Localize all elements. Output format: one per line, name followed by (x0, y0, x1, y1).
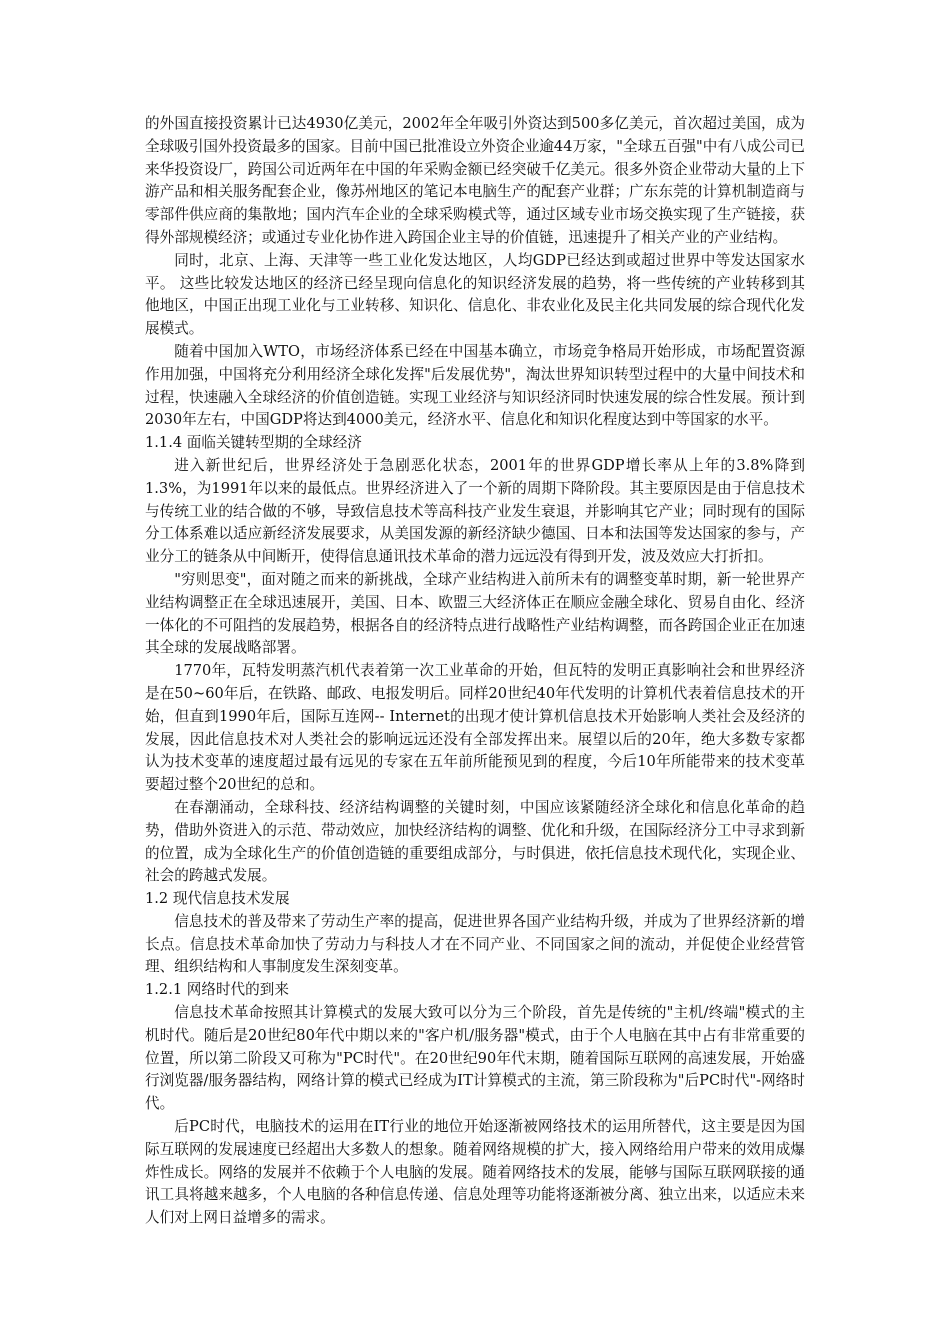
paragraph-post-pc-era: 后PC时代，电脑技术的运用在IT行业的地位开始逐渐被网络技术的运用所替代，这主要是因为国际互联网的发展速度已经超出大多数人的想象。随着网络规模的扩大，接入网络给用户带来的效用成爆炸性成长。网络的发展并不依赖于个人电脑的发展。随着网络技术的发展，能够与国际互联网联接的通讯工具将越来越多，个人电脑的各种信息传递、信息处理等功能将逐渐被分离、独立出来，以适应未来人们对上网日益增多的需求。 (145, 1118, 805, 1227)
paragraph-wto-entry: 随着中国加入WTO，市场经济体系已经在中国基本确立，市场竞争格局开始形成，市场配置资源作用加强，中国将充分利用经济全球化发挥"后发展优势"，淘汰世界知识转型过程中的大量中间技术和过程，快速融入全球经济的价值创造链。实现工业经济与知识经济同时快速发展的综合性发展。预计到2030年左右，中国GDP将达到4000美元，经济水平、信息化和知识化程度达到中等国家的水平。 (145, 342, 805, 429)
paragraph-global-economy-decline: 进入新世纪后，世界经济处于急剧恶化状态，2001年的世界GDP增长率从上年的3.8%降到1.3%，为1991年以来的最低点。世界经济进入了一个新的周期下降阶段。其主要原因是由于信息技术与传统工业的结合做的不够，导致信息技术等高科技产业发生衰退，并影响其它产业；同时现有的国际分工体系难以适应新经济发展要求，从美国发源的新经济缺少德国、日本和法国等发达国家的参与，产业分工的链条从中间断开，使得信息通讯技术革命的潜力远远没有得到开发，波及效应大打折扣。 (145, 456, 805, 566)
paragraph-steam-engine-history: 1770年，瓦特发明蒸汽机代表着第一次工业革命的开始，但瓦特的发明正真影响社会和世界经济是在50~60年后，在铁路、邮政、电报发明后。同样20世纪40年代发明的计算机代表着信息技术的开始，但直到1990年后，国际互连网-- Internet的出现才使计算机信息技术开始影响人类社会及经济的发展，因此信息技术对人类社会的影响远远还没有全部发挥出来。展望以后的20年，绝大多数专家都认为技术变革的速度超过最有远见的专家在五年前所能预见到的程度，今后10年所能带来的技术变革要超过整个20世纪的总和。 (145, 662, 805, 794)
paragraph-industrial-restructuring: "穷则思变"，面对随之而来的新挑战，全球产业结构进入前所未有的调整变革时期，新一轮世界产业结构调整正在全球迅速展开，美国、日本、欧盟三大经济体正在顺应金融全球化、贸易自由化、经济一体化的不可阻挡的发展趋势，根据各自的经济特点进行战略性产业结构调整，而各跨国企业正在加速其全球的发展战略部署。 (145, 570, 805, 657)
paragraph-it-productivity: 信息技术的普及带来了劳动生产率的提高，促进世界各国产业结构升级，并成为了世界经济新的增长点。信息技术革命加快了劳动力与科技人才在不同产业、不同国家之间的流动，并促使企业经营管理、组织结构和人事制度发生深刻变革。 (145, 912, 805, 976)
paragraph-fdi-continuation: 的外国直接投资累计已达4930亿美元，2002年全年吸引外资达到500多亿美元，首次超过美国，成为全球吸引国外投资最多的国家。目前中国已批准设立外资企业逾44万家，"全球五百强"中有八成公司已来华投资设厂，跨国公司近两年在中国的年采购金额已经突破千亿美元。很多外资企业带动大量的上下游产品和相关服务配套企业，像苏州地区的笔记本电脑生产的配套产业群；广东东莞的计算机制造商与零部件供应商的集散地；国内汽车企业的全球采购模式等，通过区域专业市场交换实现了生产链接，获得外部规模经济；或通过专业化协作进入跨国企业主导的价值链，迅速提升了相关产业的产业结构。 (145, 115, 805, 246)
paragraph-computing-eras: 信息技术革命按照其计算模式的发展大致可以分为三个阶段，首先是传统的"主机/终端"模式的主机时代。随后是20世纪80年代中期以来的"客户机/服务器"模式，由于个人电脑在其中占有非常重要的位置，所以第二阶段又可称为"PC时代"。在20世纪90年代末期，随着国际互联网的高速发展，开始盛行浏览器/服务器结构，网络计算的模式已经成为IT计算模式的主流，第三阶段称为"后PC时代"-网络时代。 (145, 1004, 805, 1113)
section-heading-1-2: 1.2 现代信息技术发展 (145, 890, 290, 908)
document-page (145, 113, 805, 1230)
paragraph-china-opportunity: 在春潮涌动，全球科技、经济结构调整的关键时刻，中国应该紧随经济全球化和信息化革命的趋势，借助外资进入的示范、带动效应，加快经济结构的调整、优化和升级，在国际经济分工中寻求到新的位置，成为全球化生产的价值创造链的重要组成部分，与时俱进，依托信息技术现代化，实现企业、社会的跨越式发展。 (145, 798, 805, 885)
section-heading-1-2-1: 1.2.1 网络时代的到来 (145, 981, 289, 999)
paragraph-developed-regions: 同时，北京、上海、天津等一些工业化发达地区，人均GDP已经达到或超过世界中等发达国家水平。 这些比较发达地区的经济已经呈现向信息化的知识经济发展的趋势，将一些传统的产业转移到其他地区，中国正出现工业化与工业转移、知识化、信息化、非农业化及民主化共同发展的综合现代化发展模式。 (145, 251, 805, 338)
section-heading-1-1-4: 1.1.4 面临关键转型期的全球经济 (145, 434, 362, 452)
